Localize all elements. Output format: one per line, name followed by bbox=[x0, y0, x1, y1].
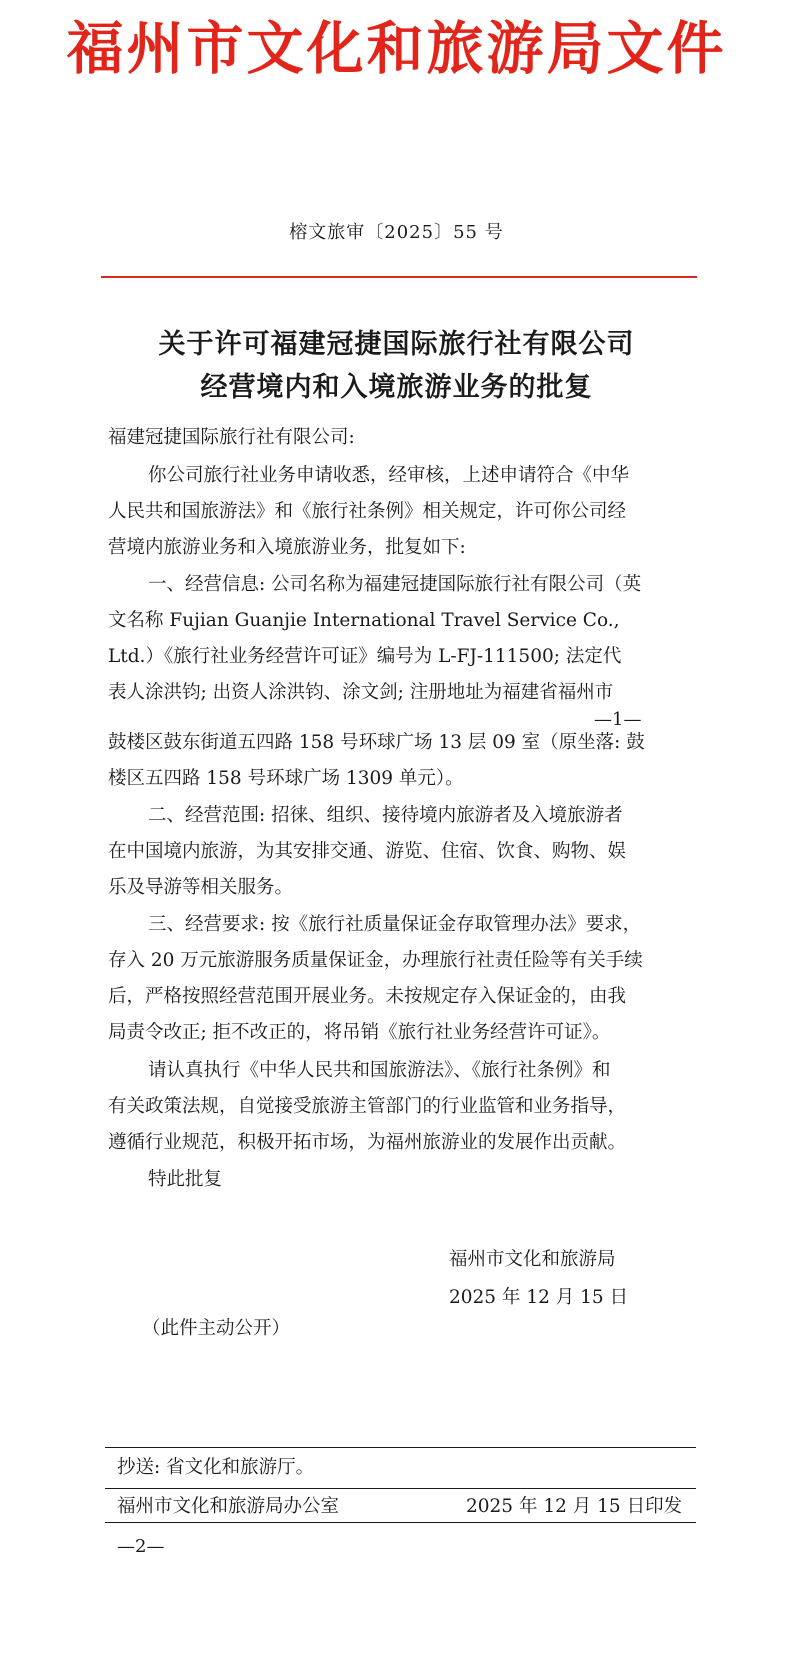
body-line: 遵循行业规范，积极开拓市场，为福州旅游业的发展作出贡献。 bbox=[108, 1132, 627, 1153]
red-separator-rule bbox=[101, 276, 697, 278]
body-line: 请认真执行《中华人民共和国旅游法》、《旅行社条例》和 bbox=[148, 1060, 611, 1081]
masthead-title: 福州市文化和旅游局文件 bbox=[66, 15, 727, 82]
footer-rule-top bbox=[105, 1447, 696, 1448]
document-title-line1: 关于许可福建冠捷国际旅行社有限公司 bbox=[158, 329, 635, 360]
body-line: 你公司旅行社业务申请收悉，经审核，上述申请符合《中华 bbox=[148, 465, 630, 486]
page-number-2: —2— bbox=[117, 1536, 165, 1557]
body-line: 乐及导游等相关服务。 bbox=[108, 877, 294, 898]
body-line: 表人涂洪钧; 出资人涂洪钧、涂文剑; 注册地址为福建省福州市 bbox=[108, 682, 614, 703]
body-line: 人民共和国旅游法》和《旅行社条例》相关规定，许可你公司经 bbox=[108, 501, 627, 522]
body-line: 在中国境内旅游，为其安排交通、游览、住宿、饮食、购物、娱 bbox=[108, 841, 627, 862]
body-line: 局责令改正; 拒不改正的，将吊销《旅行社业务经营许可证》。 bbox=[108, 1022, 611, 1043]
footer-rule-bottom bbox=[105, 1522, 696, 1523]
body-line: 文名称 Fujian Guanjie International Travel Service Co., bbox=[108, 610, 620, 631]
body-line: 有关政策法规，自觉接受旅游主管部门的行业监管和业务指导， bbox=[108, 1096, 627, 1117]
body-line: 鼓楼区鼓东街道五四路 158 号环球广场 13 层 09 室（原坐落: 鼓 bbox=[108, 732, 645, 753]
body-line: 楼区五四路 158 号环球广场 1309 单元）。 bbox=[108, 768, 464, 789]
cc-line: 抄送: 省文化和旅游厅。 bbox=[117, 1457, 315, 1478]
body-line: 存入 20 万元旅游服务质量保证金，办理旅行社责任险等有关手续 bbox=[108, 950, 643, 971]
page-number-1: —1— bbox=[594, 709, 642, 730]
document-title-line2: 经营境内和入境旅游业务的批复 bbox=[200, 372, 593, 403]
body-line: Ltd.）《旅行社业务经营许可证》编号为 L-FJ-111500; 法定代 bbox=[108, 646, 622, 667]
salutation: 福建冠捷国际旅行社有限公司: bbox=[108, 427, 355, 448]
body-line: 后，严格按照经营范围开展业务。未按规定存入保证金的，由我 bbox=[108, 986, 627, 1007]
issuer-name: 福州市文化和旅游局 bbox=[449, 1249, 616, 1270]
document-number: 榕文旅审〔2025〕55 号 bbox=[289, 222, 504, 243]
issue-date: 2025 年 12 月 15 日 bbox=[449, 1287, 629, 1308]
body-line: 三、经营要求: 按《旅行社质量保证金存取管理办法》要求， bbox=[148, 914, 642, 935]
body-line: 二、经营范围: 招徕、组织、接待境内旅游者及入境旅游者 bbox=[148, 805, 623, 826]
print-date: 2025 年 12 月 15 日印发 bbox=[466, 1496, 683, 1517]
footer-rule-middle bbox=[105, 1488, 696, 1489]
disclosure-note: （此件主动公开） bbox=[142, 1318, 291, 1339]
body-line: 一、经营信息: 公司名称为福建冠捷国际旅行社有限公司（英 bbox=[148, 574, 642, 595]
body-line: 营境内旅游业务和入境旅游业务，批复如下: bbox=[108, 537, 466, 558]
closing-phrase: 特此批复 bbox=[148, 1169, 223, 1190]
issuing-office: 福州市文化和旅游局办公室 bbox=[117, 1496, 340, 1517]
